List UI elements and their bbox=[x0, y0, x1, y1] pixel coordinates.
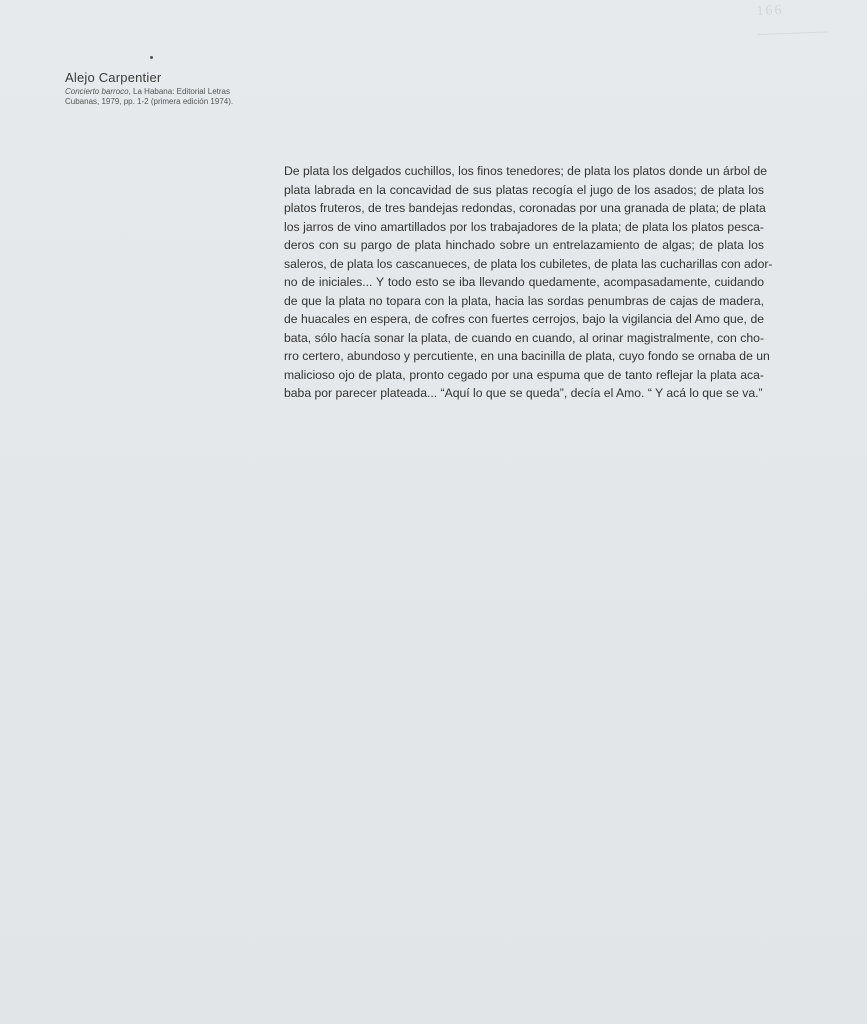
citation-source bbox=[65, 87, 285, 107]
paragraph-line: malicioso ojo de plata, pronto cegado por una espuma que de tanto reflejar la plata aca- bbox=[284, 367, 764, 382]
paragraph-line: saleros, de plata los cascanueces, de plata los cubiletes, de plata las cucharillas con ador- bbox=[284, 256, 773, 271]
corner-pencil-mark bbox=[676, 1, 837, 47]
corner-mark-number: 166 bbox=[756, 3, 784, 20]
paragraph-line: bata, sólo hacía sonar la plata, de cuando en cuando, al orinar magistralmente, con cho- bbox=[284, 330, 764, 345]
paragraph-line: plata labrada en la concavidad de sus platas recogía el jugo de los asados; de plata los bbox=[284, 182, 764, 197]
paragraph-line: De plata los delgados cuchillos, los finos tenedores; de plata los platos donde un árbol de bbox=[284, 164, 768, 178]
citation-source-line2: Cubanas, 1979, pp. 1-2 (primera edición 1974). bbox=[65, 97, 234, 106]
paragraph-line: deros con su pargo de plata hinchado sobre un entrelazamiento de algas; de plata los bbox=[284, 238, 764, 252]
paragraph-line: platos fruteros, de tres bandejas redondas, coronadas por una granada de plata; de plata bbox=[284, 201, 766, 215]
paragraph-line: baba por parecer plateada... “Aquí lo que se queda”, decía el Amo. “ Y acá lo que se va.” bbox=[284, 386, 763, 400]
paragraph-line: de huacales en espera, de cofres con fuertes cerrojos, bajo la vigilancia del Amo que, de bbox=[284, 312, 764, 326]
citation-block bbox=[65, 70, 285, 107]
paragraph-line: los jarros de vino amartillados por los trabajadores de la plata; de plata los platos pesca- bbox=[284, 219, 764, 234]
paragraph-line: rro certero, abundoso y percutiente, en una bacinilla de plata, cuyo fondo se ornaba de un bbox=[284, 349, 770, 363]
citation-source-rest: , La Habana: Editorial Letras bbox=[128, 87, 230, 96]
paragraph-line: no de iniciales... Y todo esto se iba llevando quedamente, acompasadamente, cuidando bbox=[284, 275, 764, 289]
ink-speck bbox=[150, 56, 153, 59]
quote-paragraph bbox=[284, 162, 773, 403]
citation-title: Concierto barroco bbox=[65, 87, 129, 96]
citation-author: Alejo Carpentier bbox=[65, 70, 162, 85]
corner-mark-line bbox=[757, 32, 827, 35]
paragraph-line: de que la plata no topara con la plata, hacia las sordas penumbras de cajas de madera, bbox=[284, 293, 764, 308]
